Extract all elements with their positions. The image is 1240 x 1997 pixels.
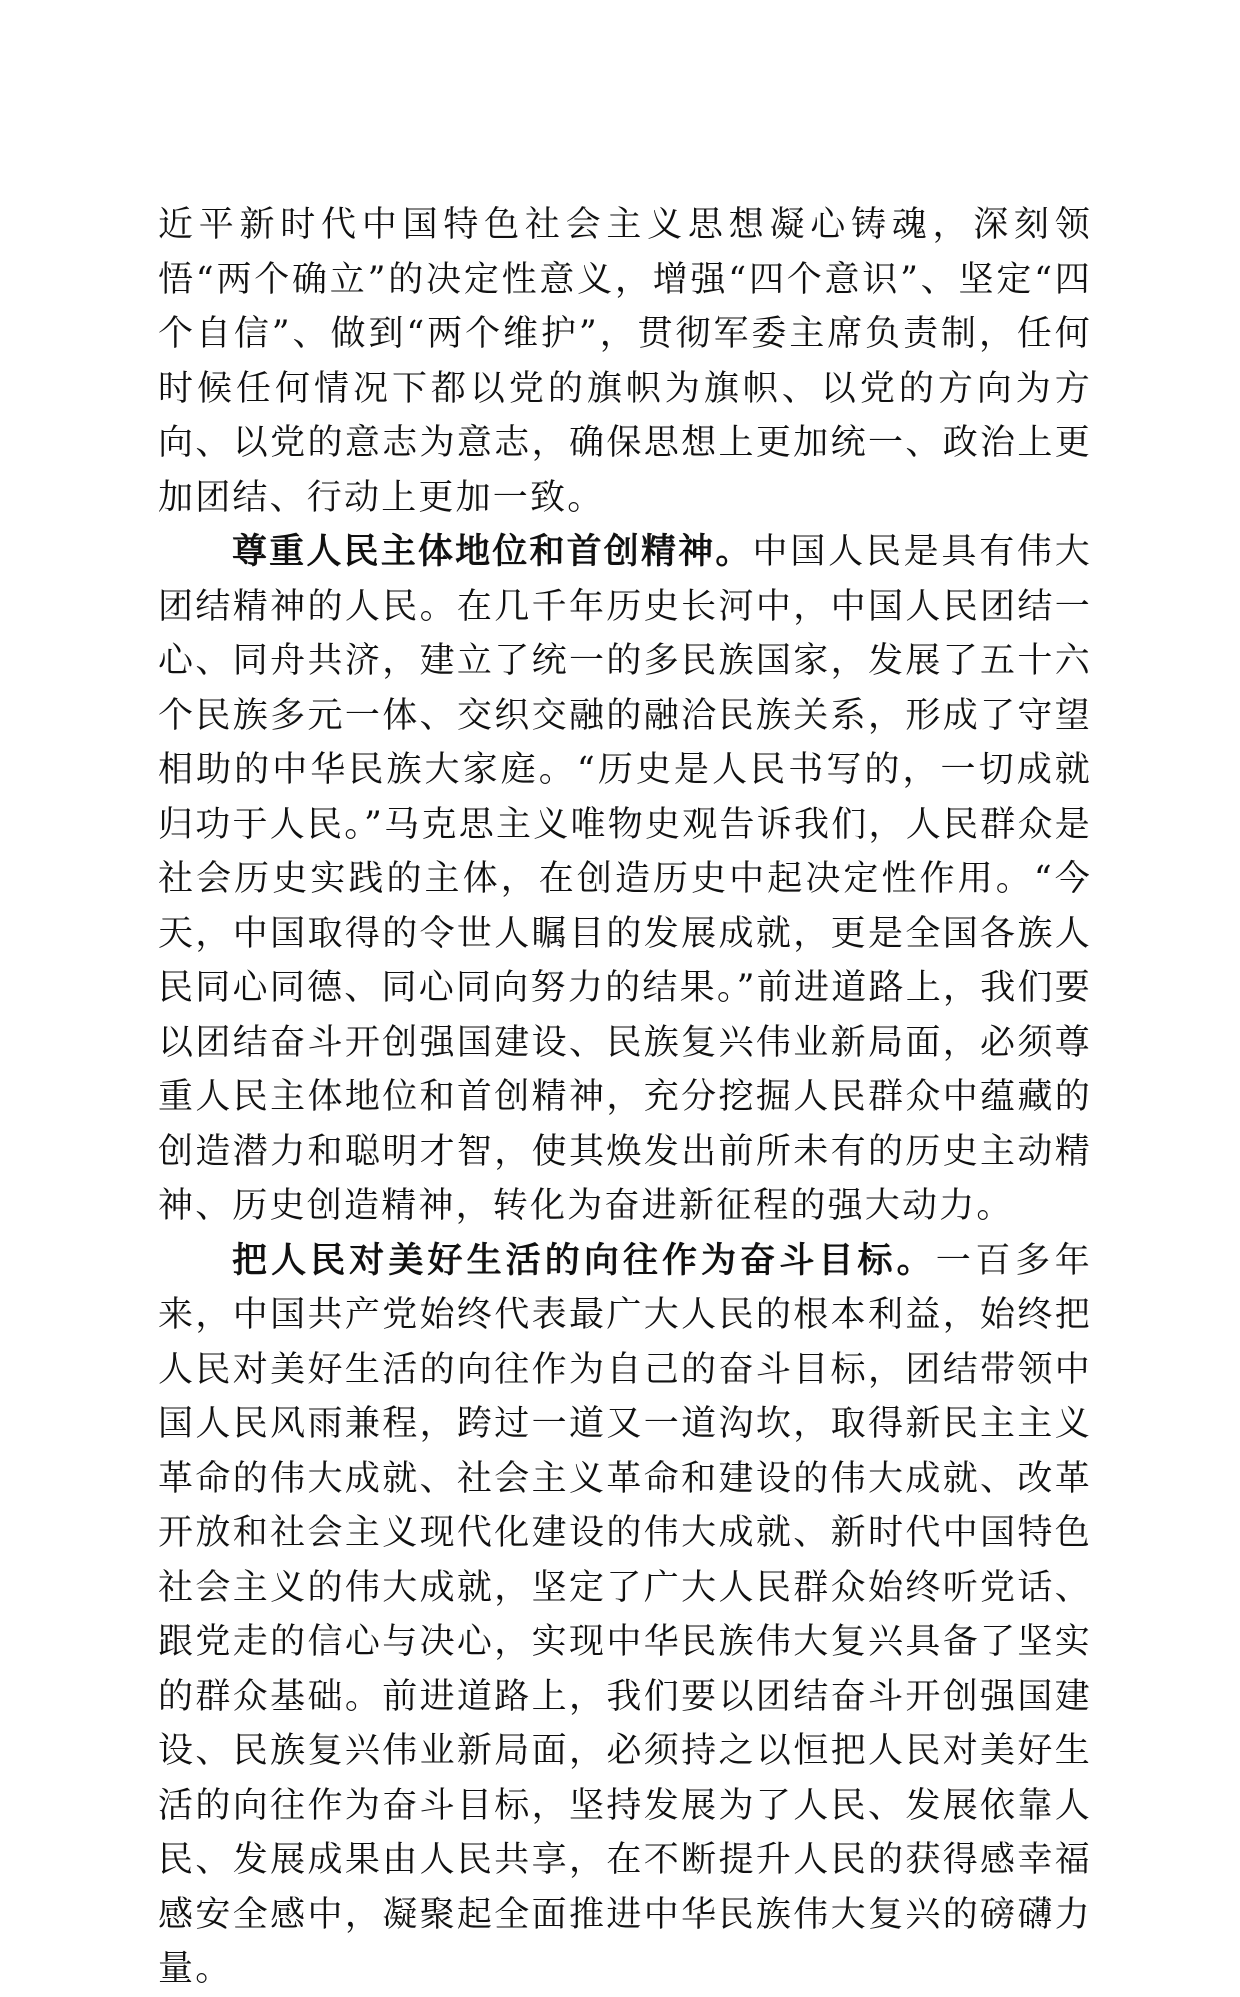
paragraph-continuation (158, 198, 1092, 525)
paragraph-text: 近平新时代中国特色社会主义思想凝心铸魂，深刻领悟“两个确立”的决定性意义，增强“四个意识”、坚定“四个自信”、做到“两个维护”，贯彻军委主席负责制，任何时候任何情况下都以党的旗帜为旗帜、以党的方向为方向、以党的意志为意志，确保思想上更加统一、政治上更加团结、行动上更加一致。 (158, 205, 1092, 518)
paragraph-heading: 把人民对美好生活的向往作为奋斗目标。 (232, 1240, 936, 1281)
document-page (158, 198, 1092, 1997)
paragraph-heading: 尊重人民主体地位和首创精神。 (232, 532, 753, 572)
paragraph-text: 一百多年来，中国共产党始终代表最广大人民的根本利益，始终把人民对美好生活的向往作为自己的奋斗目标，团结带领中国人民风雨兼程，跨过一道又一道沟坎，取得新民主主义革命的伟大成就、社会主义革命和建设的伟大成就、改革开放和社会主义现代化建设的伟大成就、新时代中国特色社会主义的伟大成就，坚定了广大人民群众始终听党话、跟党走的信心与决心，实现中华民族伟大复兴具备了坚实的群众基础。前进道路上，我们要以团结奋斗开创强国建设、民族复兴伟业新局面，必须持之以恒把人民对美好生活的向往作为奋斗目标，坚持发展为了人民、发展依靠人民、发展成果由人民共享，在不断提升人民的获得感幸福感安全感中，凝聚起全面推进中华民族伟大复兴的磅礴力量。 (158, 1240, 1092, 1989)
paragraph-respect-people (158, 525, 1092, 1234)
paragraph-better-life-goal (158, 1234, 1092, 1997)
paragraph-text: 中国人民是具有伟大团结精神的人民。在几千年历史长河中，中国人民团结一心、同舟共济，建立了统一的多民族国家，发展了五十六个民族多元一体、交织交融的融洽民族关系，形成了守望相助的中华民族大家庭。“历史是人民书写的，一切成就归功于人民。”马克思主义唯物史观告诉我们，人民群众是社会历史实践的主体，在创造历史中起决定性作用。“今天，中国取得的令世人瞩目的发展成就，更是全国各族人民同心同德、同心同向努力的结果。”前进道路上，我们要以团结奋斗开创强国建设、民族复兴伟业新局面，必须尊重人民主体地位和首创精神，充分挖掘人民群众中蕴藏的创造潜力和聪明才智，使其焕发出前所未有的历史主动精神、历史创造精神，转化为奋进新征程的强大动力。 (158, 532, 1092, 1226)
